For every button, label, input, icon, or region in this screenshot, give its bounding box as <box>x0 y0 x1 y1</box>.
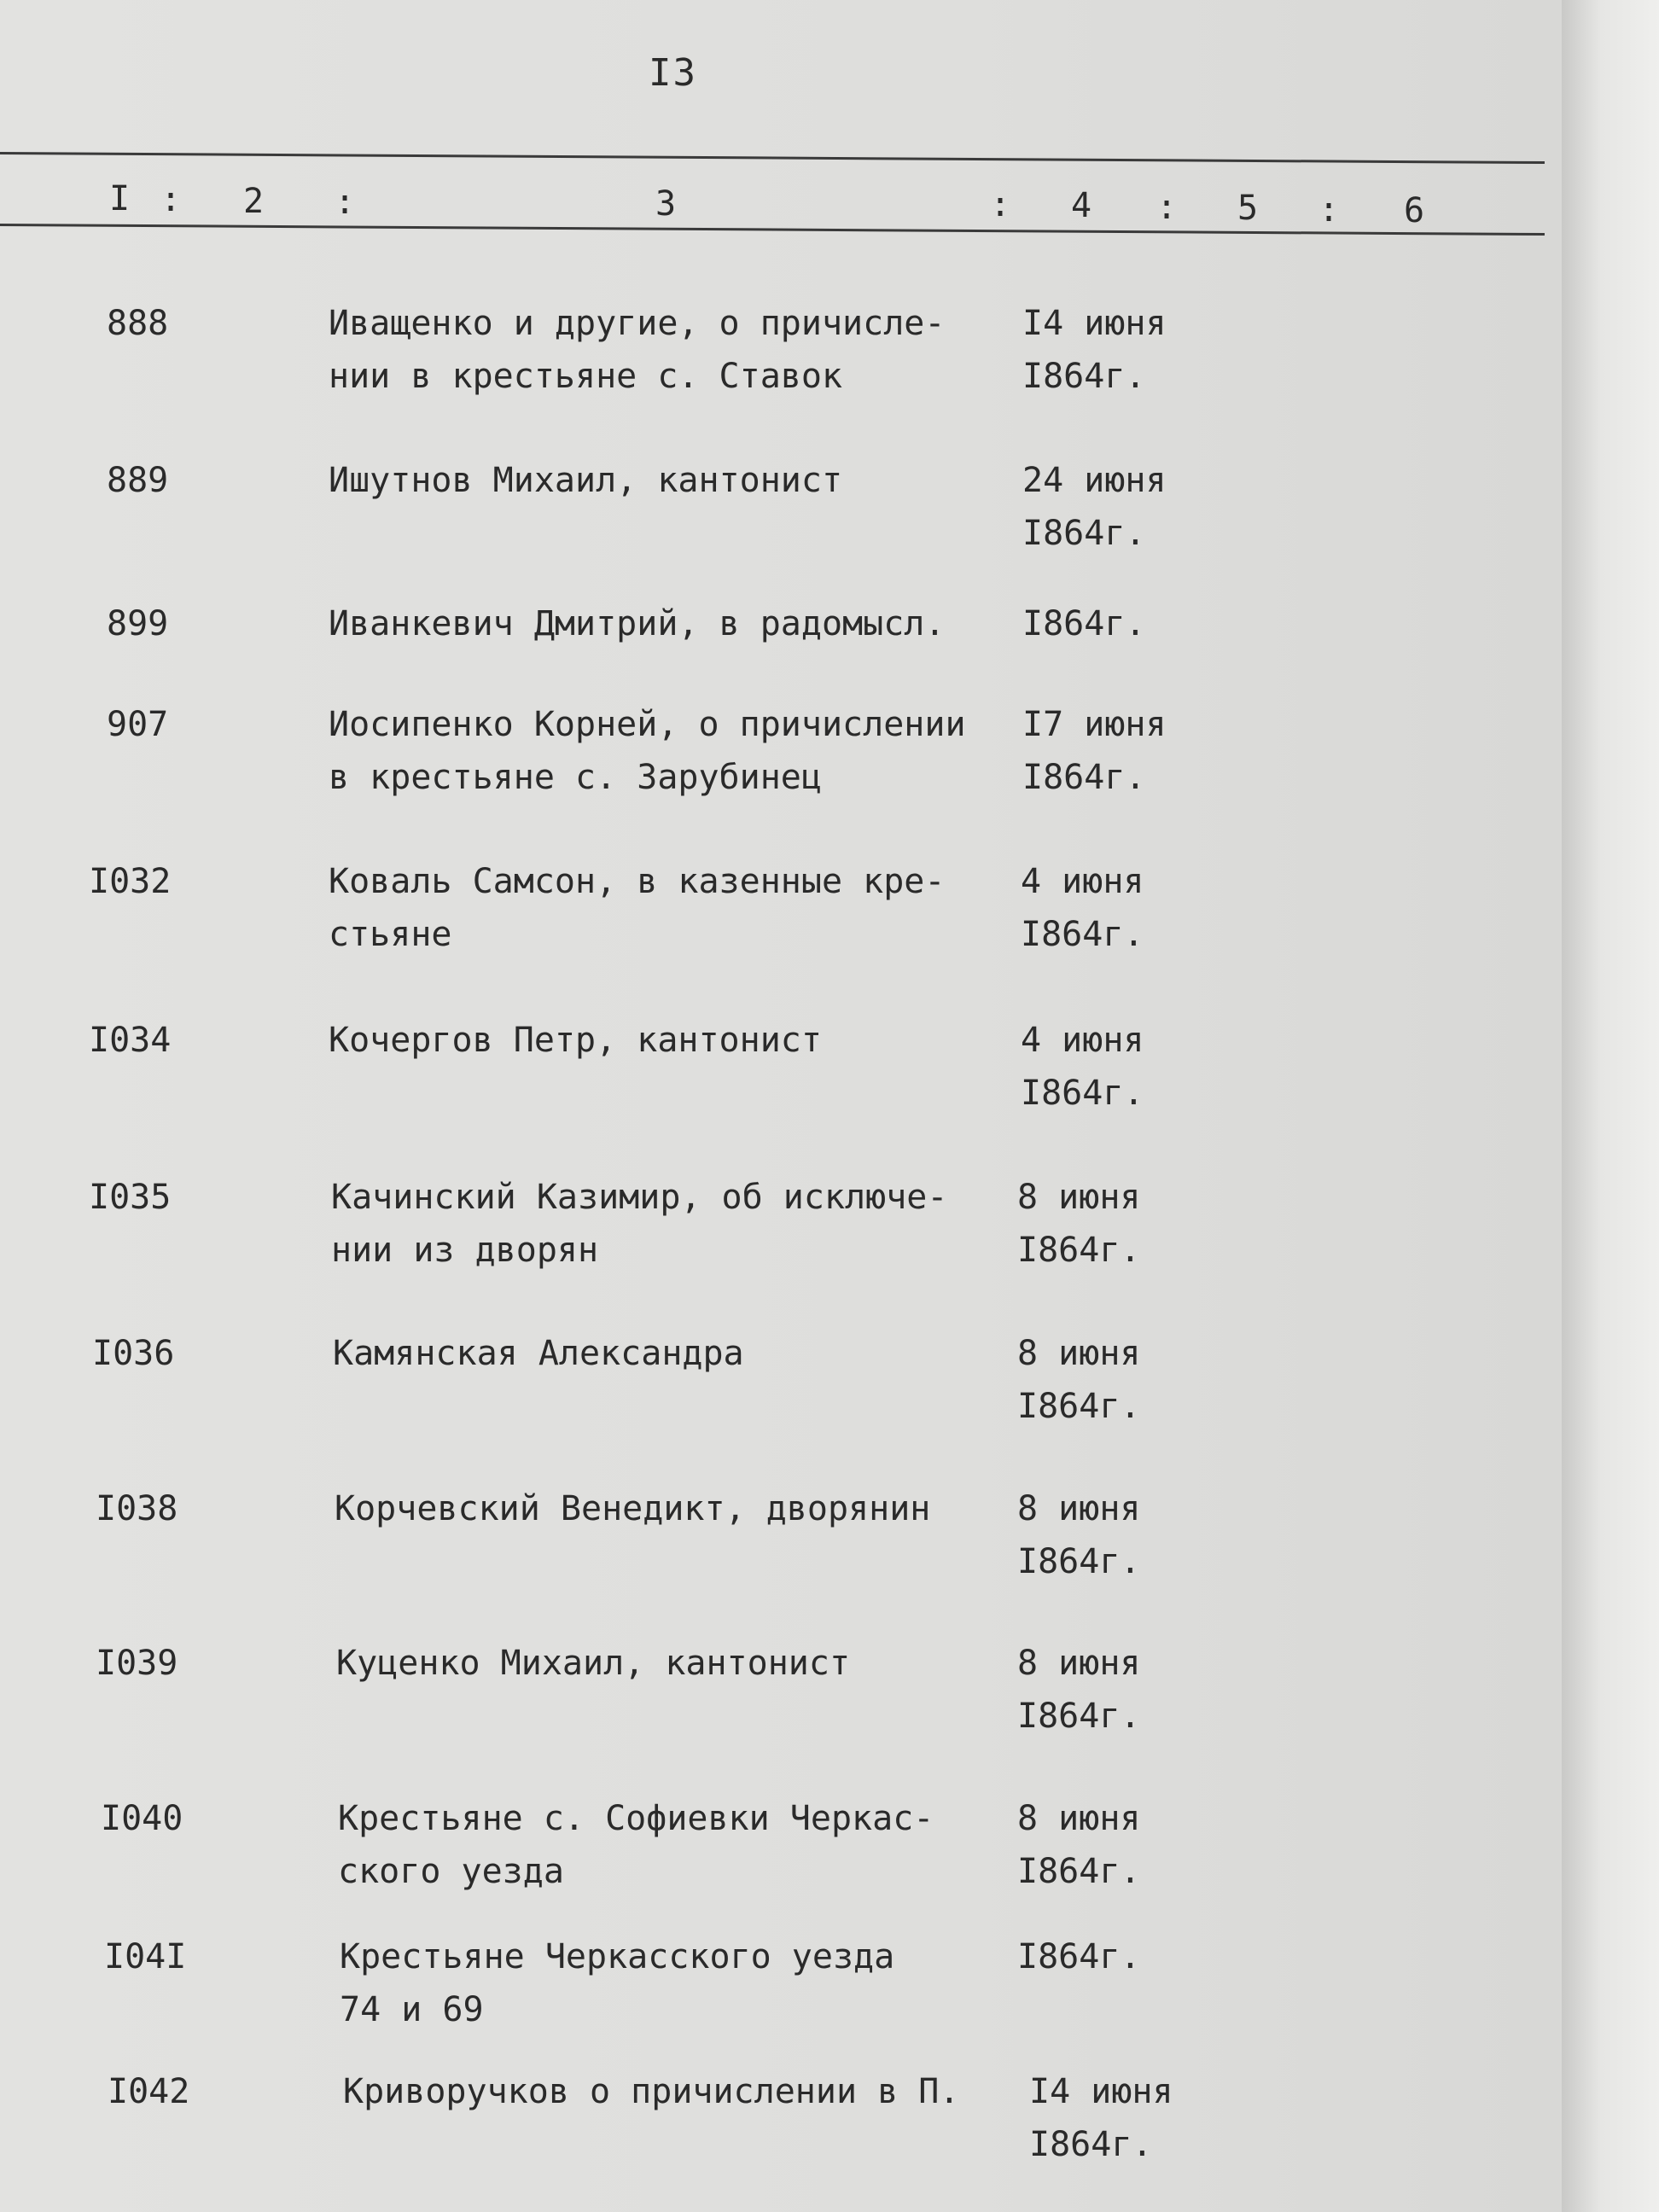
file-title <box>343 2065 1026 2118</box>
column-header-4: 4 <box>1071 186 1092 226</box>
file-date-line: I864г. <box>1017 1697 1141 1736</box>
column-separator: : <box>1156 187 1178 227</box>
column-header-5: 5 <box>1237 189 1259 229</box>
file-number: I042 <box>108 2072 190 2111</box>
file-title-line: Качинский Казимир, об исключе- <box>331 1178 948 1217</box>
file-number: I040 <box>101 1799 183 1838</box>
file-date-line: I864г. <box>1022 514 1146 553</box>
file-date <box>1022 698 1244 804</box>
file-title <box>329 454 1011 507</box>
file-title <box>340 1930 1022 2036</box>
column-separator: : <box>160 180 182 220</box>
file-date-line: I864г. <box>1017 1231 1141 1270</box>
column-separator: : <box>990 185 1011 224</box>
file-date <box>1022 297 1244 403</box>
page-number: I3 <box>649 51 697 95</box>
file-title-line: Иванкевич Дмитрий, в радомысл. <box>329 604 946 643</box>
file-title <box>329 855 1011 961</box>
file-number: I038 <box>96 1489 178 1528</box>
file-date-line: I864г. <box>1017 1542 1141 1581</box>
file-date-line: 8 июня <box>1017 1799 1141 1838</box>
file-date-line: I4 июня <box>1022 304 1167 343</box>
file-title-line: стьяне <box>329 915 452 954</box>
file-date-line: I7 июня <box>1022 705 1167 744</box>
file-title <box>329 597 1011 650</box>
file-date-line: 4 июня <box>1021 862 1144 901</box>
file-title-line: 74 и 69 <box>340 1990 484 2029</box>
file-title-line: Криворучков о причислении в П. <box>343 2072 960 2111</box>
file-title-line: Корчевский Венедикт, дворянин <box>335 1489 931 1528</box>
file-number: 888 <box>107 304 169 343</box>
file-title-line: Кочергов Петр, кантонист <box>329 1021 822 1060</box>
file-date-line: I864г. <box>1029 2125 1153 2164</box>
file-title <box>331 1171 1014 1277</box>
column-header-I: I <box>109 179 131 218</box>
file-date <box>1017 1171 1239 1277</box>
file-number: 899 <box>107 604 169 643</box>
file-title <box>336 1637 1019 1690</box>
file-title-line: Камянская Александра <box>333 1334 744 1373</box>
file-title-line: Куценко Михаил, кантонист <box>336 1644 851 1683</box>
file-date-line: I864г. <box>1017 1387 1141 1426</box>
file-date <box>1021 855 1243 961</box>
file-title-line: ского уезда <box>338 1852 564 1891</box>
file-title-line: Крестьяне Черкасского уезда <box>340 1937 895 1976</box>
file-date <box>1017 1482 1239 1588</box>
file-date-line: 8 июня <box>1017 1489 1141 1528</box>
column-header-2: 2 <box>243 181 265 221</box>
file-number: I04I <box>104 1937 187 1976</box>
file-date <box>1021 1014 1243 1120</box>
file-title <box>329 1014 1011 1067</box>
file-date <box>1017 1930 1239 1983</box>
file-date <box>1017 1637 1239 1743</box>
file-date-line: I864г. <box>1021 915 1144 954</box>
file-title <box>333 1327 1016 1380</box>
column-separator: : <box>335 183 356 223</box>
file-date-line: I4 июня <box>1029 2072 1173 2111</box>
file-number: I036 <box>92 1334 175 1373</box>
file-date <box>1029 2065 1251 2171</box>
file-date-line: I864г. <box>1022 758 1146 797</box>
file-title <box>338 1792 1021 1898</box>
column-separator: : <box>1318 189 1340 230</box>
page-edge <box>1562 0 1659 2212</box>
file-title-line: нии из дворян <box>331 1231 599 1270</box>
file-number: I034 <box>89 1021 172 1060</box>
file-date-line: 8 июня <box>1017 1644 1141 1683</box>
column-header-6: 6 <box>1404 191 1425 230</box>
file-date <box>1022 597 1244 650</box>
file-title-line: Ишутнов Михаил, кантонист <box>329 461 843 500</box>
file-number: 889 <box>107 461 169 500</box>
file-date <box>1022 454 1244 560</box>
file-number: 907 <box>107 705 169 744</box>
file-title-line: Иосипенко Корней, о причислении <box>329 705 966 744</box>
file-date-line: 8 июня <box>1017 1334 1141 1373</box>
file-date <box>1017 1792 1239 1898</box>
file-date-line: I864г. <box>1022 604 1146 643</box>
file-date <box>1017 1327 1239 1433</box>
file-date-line: 8 июня <box>1017 1178 1141 1217</box>
file-number: I032 <box>89 862 172 901</box>
file-title <box>335 1482 1017 1535</box>
file-date-line: 4 июня <box>1021 1021 1144 1060</box>
file-title-line: Крестьяне с. Софиевки Черкас- <box>338 1799 934 1838</box>
file-title-line: нии в крестьяне с. Ставок <box>329 357 843 396</box>
file-title-line: Иващенко и другие, о причисле- <box>329 304 946 343</box>
file-title-line: Коваль Самсон, в казенные кре- <box>329 862 946 901</box>
file-date-line: I864г. <box>1022 357 1146 396</box>
column-header-3: 3 <box>655 183 677 224</box>
file-title <box>329 297 1011 403</box>
file-date-line: I864г. <box>1017 1937 1141 1976</box>
file-title <box>329 698 1011 804</box>
file-date-line: I864г. <box>1021 1074 1144 1113</box>
file-date-line: 24 июня <box>1022 461 1167 500</box>
file-date-line: I864г. <box>1017 1852 1141 1891</box>
file-title-line: в крестьяне с. Зарубинец <box>329 758 822 797</box>
file-number: I039 <box>96 1644 178 1683</box>
file-number: I035 <box>89 1178 172 1217</box>
